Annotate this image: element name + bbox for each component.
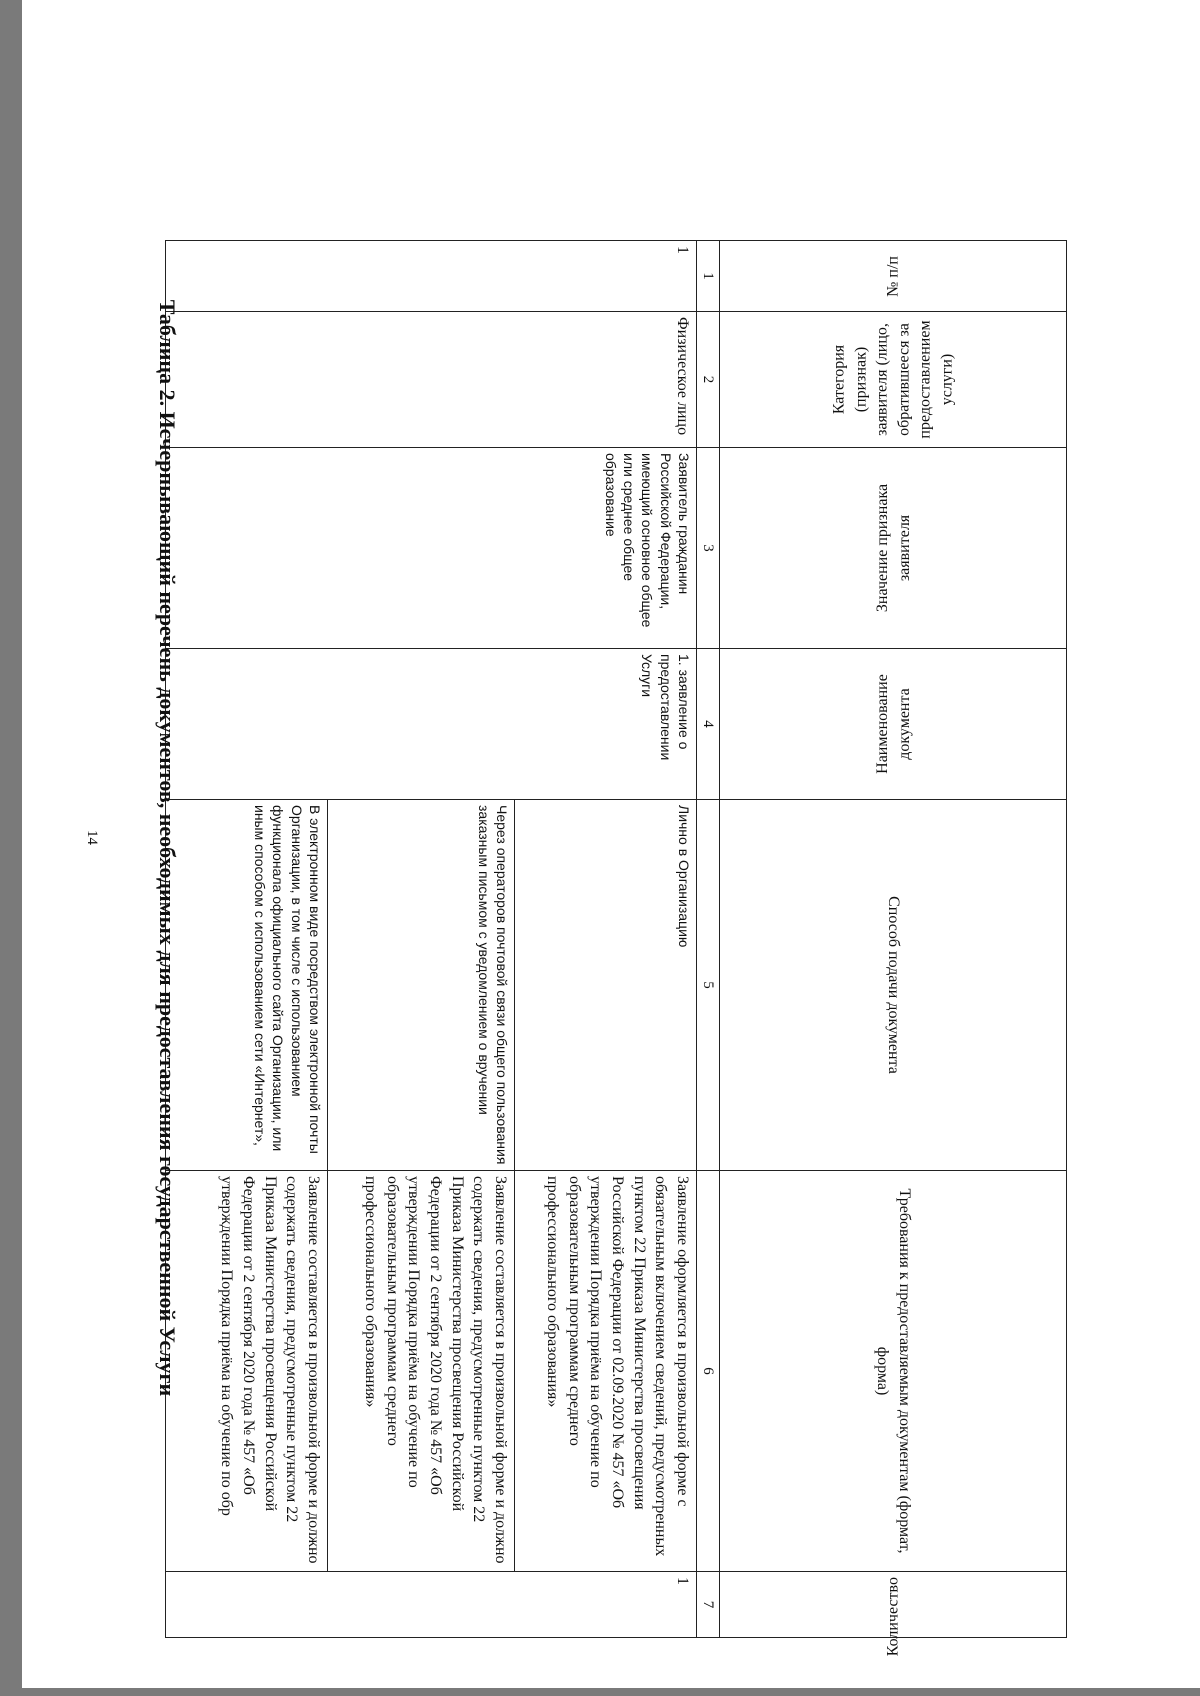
row-number: 1	[165, 241, 696, 312]
header-feature-value: Значение признака заявителя	[720, 448, 1067, 649]
page-number: 14	[84, 830, 100, 845]
header-quantity: Количество	[720, 1572, 1067, 1638]
submission-method: Лично в Организацию	[514, 800, 696, 1171]
header-document-name: Наименование документа	[720, 649, 1067, 800]
row-document-name: 1. заявление о предоставлении Услуги	[165, 649, 696, 800]
submission-requirements: Заявление составляется в произвольной форме и должно содержать сведения, предусмотренные пунктом 22 Приказа Министерства просвещения Российской Федерации от 2 сентября 2020 года № 457 «Об утверждении Порядка приёма на обучение по образовательным программам среднего профессионального образования»	[327, 1171, 514, 1572]
row-feature-value: Заявитель гражданин Российской Федерации, имеющий основное общее или среднее общее образование	[165, 448, 696, 649]
column-number: 2	[696, 312, 719, 448]
header-row	[720, 241, 1067, 1638]
row-quantity: 1	[165, 1572, 696, 1638]
column-number: 1	[696, 241, 719, 312]
column-number: 5	[696, 800, 719, 1171]
header-submission-method: Способ подачи документа	[720, 800, 1067, 1171]
column-number: 7	[696, 1572, 719, 1638]
row-category: Физическое лицо	[165, 312, 696, 448]
header-category: Категория (признак) заявителя (лицо, обратившееся за предоставлением услуги)	[720, 312, 1067, 448]
submission-requirements: Заявление оформляется в произвольной форме с обязательным включением сведений, предусмотренных пунктом 22 Приказа Министерства просвещения Российской Федерации от 02.09.2020 № 457 «Об утверждении Порядка приёма на обучение по образовательным программам среднего профессионального образования»	[514, 1171, 696, 1572]
submission-method: В электронном виде посредством электронной почты Организации, в том числе с использованием функционала официального сайта Организации, или иным способом с использованием сети «Интернет»,	[165, 800, 327, 1171]
column-number: 3	[696, 448, 719, 649]
column-number-row	[696, 241, 719, 1638]
document-page	[22, 0, 1200, 1688]
column-number: 6	[696, 1171, 719, 1572]
submission-method: Через операторов почтовой связи общего пользования заказным письмом с уведомлением о вручении	[327, 800, 514, 1171]
header-requirements: Требования к предоставляемым документам (формат, форма)	[720, 1171, 1067, 1572]
table-caption: Таблица 2. Исчерпывающий перечень документов, необходимых для предоставления государственной Услуги	[155, 299, 180, 1397]
rotated-table-area	[22, 0, 1200, 1696]
table-row	[514, 241, 696, 1638]
submission-requirements: Заявление составляется в произвольной форме и должно содержать сведения, предусмотренные пунктом 22 Приказа Министерства просвещения Российской Федерации от 2 сентября 2020 года № 457 «Об утверждении Порядка приёма на обучение по обр	[165, 1171, 327, 1572]
documents-table	[165, 240, 1067, 1657]
column-number: 4	[696, 649, 719, 800]
header-num: № п/п	[720, 241, 1067, 312]
